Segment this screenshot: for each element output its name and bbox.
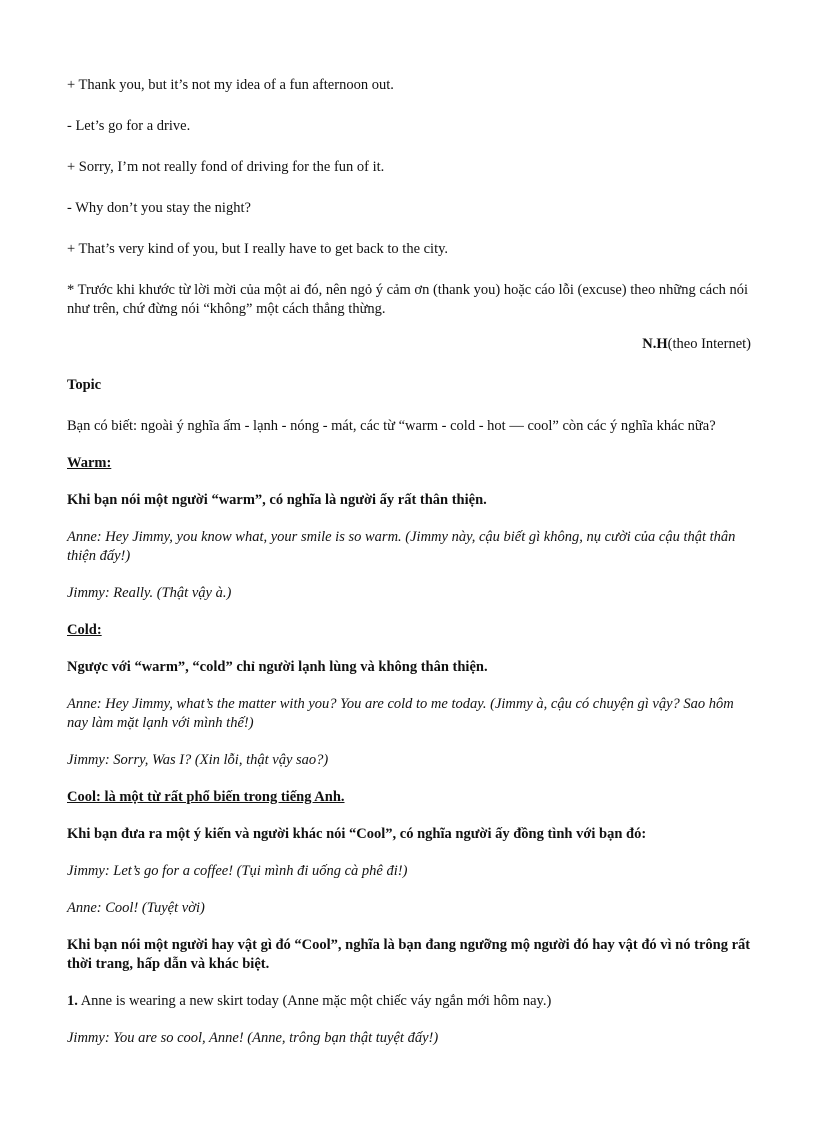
dialogue-line: + Sorry, I’m not really fond of driving for the fun of it.	[67, 159, 385, 175]
cold-definition: Ngược với “warm”, “cold” chỉ người lạnh lùng và không thân thiện.	[67, 659, 488, 675]
warm-example-1: Anne: Hey Jimmy, you know what, your smile is so warm. (Jimmy này, cậu biết gì không, nụ cười của cậu thật thân thiện đấy!)	[67, 529, 736, 564]
cool-definition-1: Khi bạn đưa ra một ý kiến và người khác nói “Cool”, có nghĩa người ấy đồng tình với bạn đó:	[67, 826, 647, 842]
warm-example-2: Jimmy: Really. (Thật vậy à.)	[67, 585, 232, 601]
dialogue-line: + That’s very kind of you, but I really have to get back to the city.	[67, 241, 449, 257]
dialogue-line: - Why don’t you stay the night?	[67, 200, 251, 216]
note-paragraph: * Trước khi khước từ lời mời của một ai đó, nên ngỏ ý cảm ơn (thank you) hoặc cáo lỗi (excuse) theo những cách nói như trên, chứ đừng nói “không” một cách thẳng thừng.	[67, 282, 749, 317]
item-number: 1.	[67, 993, 78, 1009]
cool-example-2: Anne: Cool! (Tuyệt vời)	[67, 900, 205, 916]
cool-example-3: Jimmy: You are so cool, Anne! (Anne, trông bạn thật tuyệt đấy!)	[67, 1030, 439, 1046]
credit-line	[67, 335, 751, 354]
document-page	[67, 76, 751, 1066]
topic-intro: Bạn có biết: ngoài ý nghĩa ấm - lạnh - nóng - mát, các từ “warm - cold - hot — cool” còn các ý nghĩa khác nữa?	[67, 418, 716, 434]
item-text: Anne is wearing a new skirt today (Anne mặc một chiếc váy ngắn mới hôm nay.)	[77, 993, 552, 1009]
cool-example-1: Jimmy: Let’s go for a coffee! (Tụi mình đi uống cà phê đi!)	[67, 863, 408, 879]
cool-definition-2: Khi bạn nói một người hay vật gì đó “Cool”, nghĩa là bạn đang ngưỡng mộ người đó hay vật đó vì nó trông rất thời trang, hấp dẫn và khác biệt.	[67, 937, 751, 972]
credit-source: (theo Internet)	[667, 336, 751, 352]
topic-heading: Topic	[67, 377, 102, 393]
warm-heading: Warm:	[67, 455, 112, 471]
cold-example-2: Jimmy: Sorry, Was I? (Xin lỗi, thật vậy sao?)	[67, 752, 329, 768]
cold-heading: Cold:	[67, 622, 102, 638]
cool-numbered-item	[67, 992, 751, 1011]
dialogue-line: - Let’s go for a drive.	[67, 118, 191, 134]
dialogue-line: + Thank you, but it’s not my idea of a fun afternoon out.	[67, 77, 394, 93]
cool-heading: Cool: là một từ rất phổ biến trong tiếng Anh.	[67, 789, 345, 805]
credit-author: N.H	[642, 336, 668, 352]
warm-definition: Khi bạn nói một người “warm”, có nghĩa là người ấy rất thân thiện.	[67, 492, 487, 508]
cold-example-1: Anne: Hey Jimmy, what’s the matter with you? You are cold to me today. (Jimmy à, cậu có chuyện gì vậy? Sao hôm nay làm mặt lạnh với mình thế!)	[67, 696, 734, 731]
